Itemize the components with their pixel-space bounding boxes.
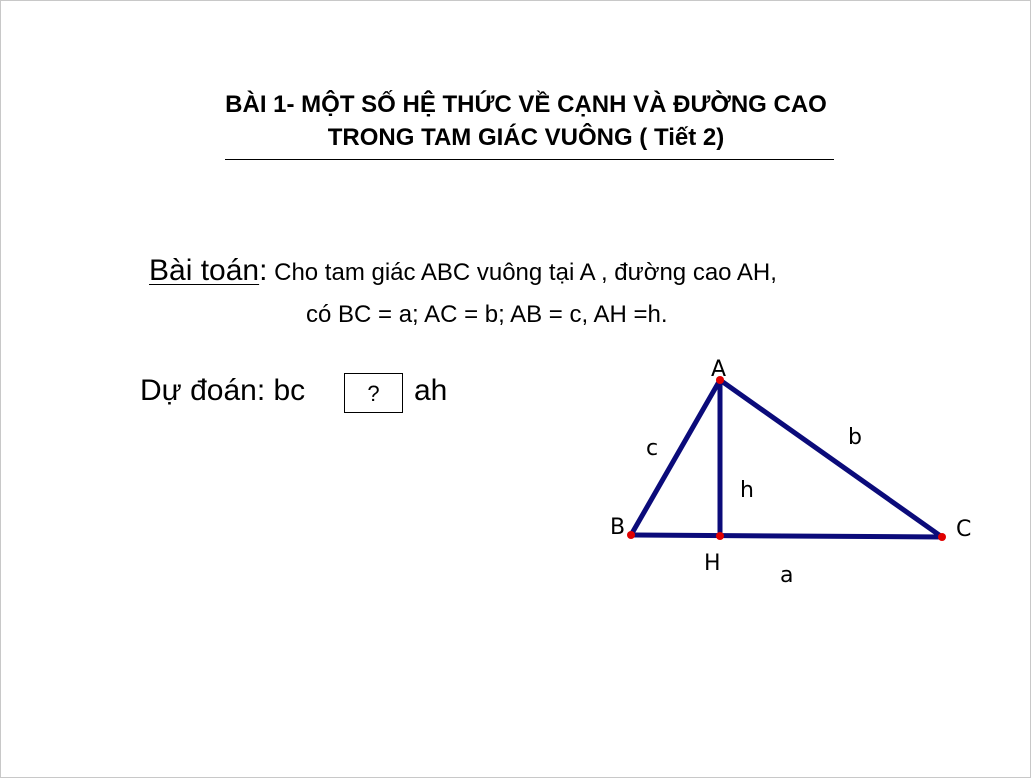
- label-vertex-A: A: [711, 357, 727, 382]
- title-line-2: TRONG TAM GIÁC VUÔNG ( Tiết 2): [327, 124, 725, 151]
- edge-AC: [720, 380, 942, 537]
- edge-BC: [631, 535, 942, 537]
- problem-text-line-2: có BC = a; AC = b; AB = c, AH =h.: [306, 301, 668, 328]
- prediction-answer-box[interactable]: ?: [344, 373, 403, 413]
- label-foot-H: H: [704, 551, 721, 576]
- title-line-1: BÀI 1- MỘT SỐ HỆ THỨC VỀ CẠNH VÀ ĐƯỜNG CAO: [225, 91, 827, 118]
- label-vertex-B: B: [610, 515, 626, 540]
- problem-text-line-1: Cho tam giác ABC vuông tại A , đường cao AH,: [267, 259, 777, 286]
- label-vertex-C: C: [956, 517, 972, 542]
- label-side-b: b: [848, 425, 862, 450]
- point-H: [716, 532, 724, 540]
- edge-AB: [631, 380, 720, 535]
- prediction-right-term: ah: [414, 374, 448, 407]
- label-side-c: c: [646, 436, 659, 461]
- problem-label: Bài toán: [149, 254, 260, 287]
- point-C: [938, 533, 946, 541]
- point-B: [627, 531, 635, 539]
- problem-colon: :: [259, 254, 268, 287]
- label-height-h: h: [740, 478, 754, 503]
- triangle-figure: [1, 1, 1031, 778]
- prediction-label: Dự đoán: bc: [140, 374, 306, 407]
- triangle-edges: [631, 380, 942, 537]
- label-side-a: a: [780, 563, 794, 588]
